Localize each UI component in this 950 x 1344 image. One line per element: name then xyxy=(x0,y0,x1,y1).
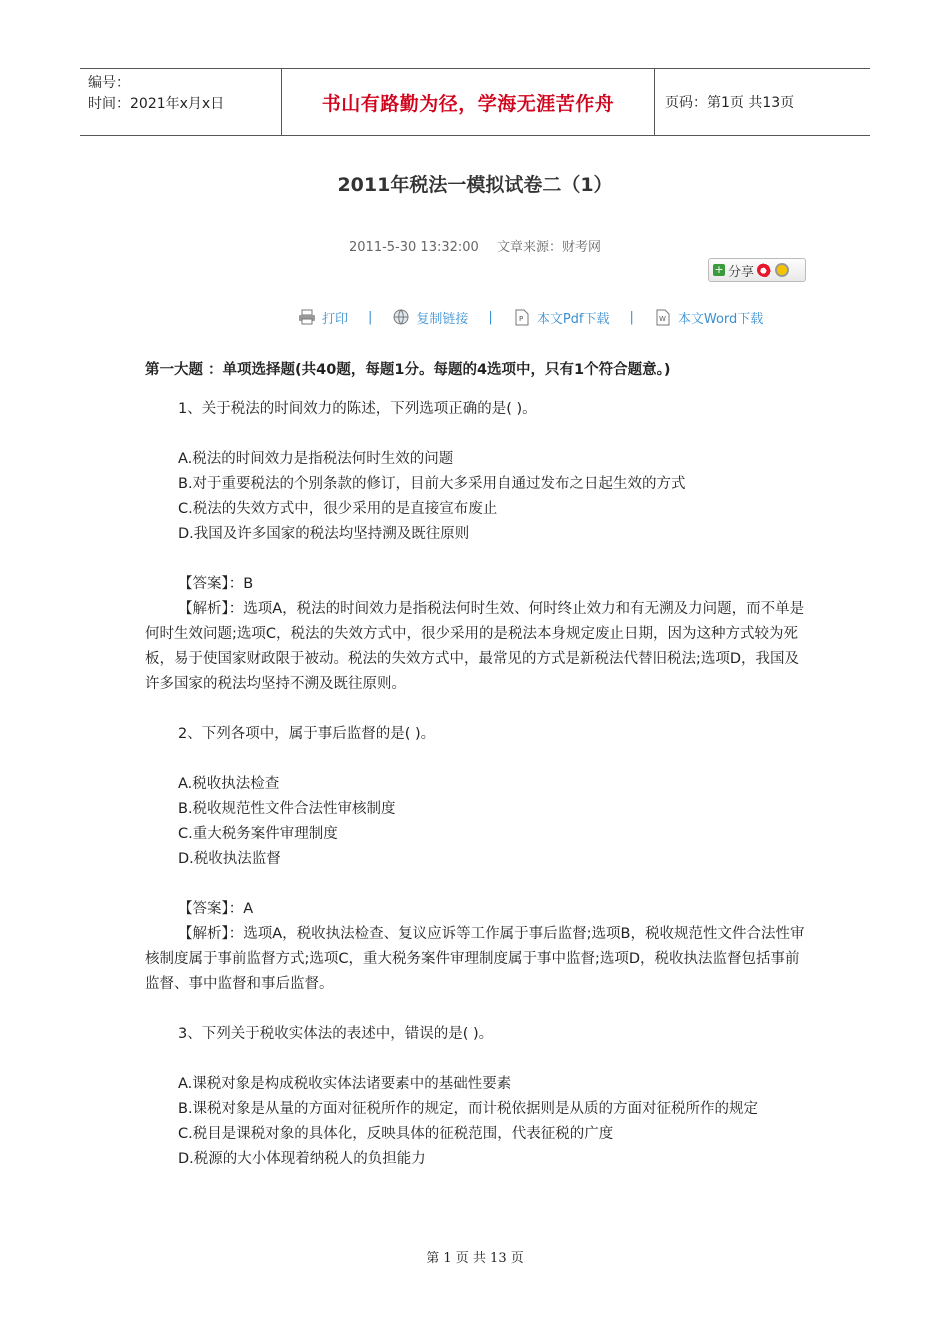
print-label: 打印 xyxy=(322,311,349,327)
question-option: A.课税对象是构成税收实体法诸要素中的基础性要素 xyxy=(178,1076,512,1092)
explanation: 【解析】：选项A，税收执法检查、复议应诉等工作属于事后监督;选项B，税收规范性文件合法性审核制度属于事前监督方式;选项C，重大税务案件审理制度属于事中监督;选项D，税收执法监督包括事前监督、事中监督和事后监督。 xyxy=(145,926,805,992)
article-date: 2011-5-30 13:32:00 xyxy=(349,240,479,255)
question-option: C.重大税务案件审理制度 xyxy=(178,826,338,842)
toolbar-separator: | xyxy=(488,309,493,325)
question-option: D.税收执法监督 xyxy=(178,851,281,867)
number-label: 编号： xyxy=(88,75,130,91)
print-link[interactable] xyxy=(298,308,348,327)
question-option: B.对于重要税法的个别条款的修订，目前大多采用自通过发布之日起生效的方式 xyxy=(178,476,686,492)
copy-link[interactable] xyxy=(392,308,468,327)
question-stem: 2、下列各项中，属于事后监督的是( )。 xyxy=(178,726,436,742)
question-stem: 3、下列关于税收实体法的表述中，错误的是( )。 xyxy=(178,1026,494,1042)
svg-text:P: P xyxy=(518,314,524,323)
svg-text:W: W xyxy=(658,314,666,323)
plus-icon: + xyxy=(714,263,724,276)
question-option: A.税收执法检查 xyxy=(178,776,280,792)
time-label: 时间：2021年x月x日 xyxy=(88,96,225,112)
pdf-download-label: 本文Pdf下载 xyxy=(536,311,610,327)
word-download-label: 本文Word下载 xyxy=(677,311,764,327)
globe-icon xyxy=(392,308,410,326)
page-info: 页码：第1页 共13页 xyxy=(665,95,795,111)
printer-icon xyxy=(298,308,316,326)
section-heading: 第一大题 ：单项选择题(共40题，每题1分。每题的4选项中，只有1个符合题意。) xyxy=(145,362,671,378)
share-button[interactable] xyxy=(708,258,806,282)
share-label: 分享 xyxy=(728,264,755,280)
word-file-icon xyxy=(654,308,672,326)
question-option: C.税目是课税对象的具体化，反映具体的征税范围，代表征税的广度 xyxy=(178,1126,614,1142)
header-meta-cell xyxy=(80,69,282,135)
header-table xyxy=(80,68,870,136)
weibo-icon[interactable] xyxy=(757,263,773,277)
question-option: D.税源的大小体现着纳税人的负担能力 xyxy=(178,1151,426,1167)
article-content xyxy=(145,358,805,1172)
toolbar-separator: | xyxy=(368,309,373,325)
copy-link-label: 复制链接 xyxy=(416,311,469,327)
qq-icon[interactable] xyxy=(775,263,789,277)
pdf-download-link[interactable] xyxy=(513,308,610,327)
toolbar-separator: | xyxy=(629,309,634,325)
question-option: C.税法的失效方式中，很少采用的是直接宣布废止 xyxy=(178,501,498,517)
article-source: 文章来源：财考网 xyxy=(496,240,601,255)
answer: 【答案】：B xyxy=(178,576,254,592)
explanation: 【解析】：选项A，税法的时间效力是指税法何时生效、何时终止效力和有无溯及力问题，而不单是何时生效问题;选项C，税法的失效方式中，很少采用的是税法本身规定废止日期，因为这种方式较为死板，易于使国家财政限于被动。税法的失效方式中，最常见的方式是新税法代替旧税法;选项D，我国及许多国家的税法均坚持不溯及既往原则。 xyxy=(145,601,805,692)
article-meta xyxy=(0,236,950,255)
answer: 【答案】：A xyxy=(178,901,254,917)
question-option: B.税收规范性文件合法性审核制度 xyxy=(178,801,396,817)
question-stem: 1、关于税法的时间效力的陈述，下列选项正确的是( )。 xyxy=(178,401,537,417)
page-footer: 第 1 页 共 13 页 xyxy=(426,1251,524,1266)
question-option: B.课税对象是从量的方面对征税所作的规定，而计税依据则是从质的方面对征税所作的规定 xyxy=(178,1101,759,1117)
word-download-link[interactable] xyxy=(654,308,763,327)
pdf-file-icon xyxy=(513,308,531,326)
question-option: A.税法的时间效力是指税法何时生效的问题 xyxy=(178,451,454,467)
question-option: D.我国及许多国家的税法均坚持溯及既往原则 xyxy=(178,526,470,542)
motto: 书山有路勤为径，学海无涯苦作舟 xyxy=(282,69,655,135)
article-title: 2011年税法一模拟试卷二（1） xyxy=(337,174,613,196)
article-toolbar xyxy=(298,306,763,328)
